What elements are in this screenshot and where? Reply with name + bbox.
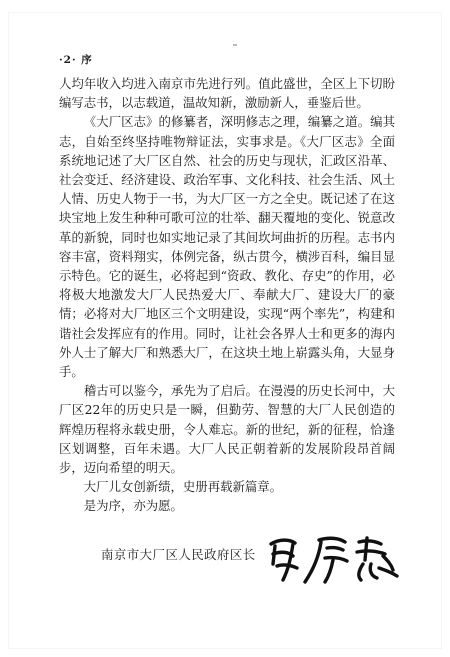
page-header: ·2· 序 xyxy=(59,54,93,66)
paragraph-closing-wish: 是为序，亦为愿。 xyxy=(83,498,183,514)
paragraph-history: 稽古可以鉴今，承先为了启后。在漫漫的历史长河中，大厂区22年的历史只是一瞬，但勤劳、智慧的大厂人民创造的辉煌历程将永载史册，令人难忘。新的世纪，新的征程，恰逢区划调整，百年未遇。大厂人民正朝着新的发展阶段昂首阔步，迈向希望的明天。 xyxy=(59,383,395,476)
paragraph-closing-couplet: 大厂儿女创新绩，史册再载新篇章。 xyxy=(83,479,283,495)
scan-dot xyxy=(233,44,237,46)
paragraph-compilation: 《大厂区志》的修纂者，深明修志之理，编纂之道。编其志，自始至终坚持唯物辩证法，实事求是。《大厂区志》全面系统地记述了大厂区自然、社会的历史与现状，汇政区沿革、社会变迁、经济建设、政治军事、文化科技、社会生活、风土人情、历史人物于一书，为大厂区一方之全史。既记述了在这块宝地上发生种种可歌可泣的壮举、翻天覆地的变化、锐意改革的新貌，同时也如实地记录了其间坎坷曲折的历程。志书内容丰富，资料翔实，体例完备，纵古贯今，横涉百科，编目显示特色。它的诞生，必将起到“资政、教化、存史”的作用，必将极大地激发大厂人民热爱大厂、奉献大厂、建设大厂的豪情；必将对大厂地区三个文明建设，实现“两个率先”，构建和谐社会发挥应有的作用。同时，让社会各界人士和更多的海内外人士了解大厂和熟悉大厂，在这块土地上崭露头角，大显身手。 xyxy=(59,114,395,380)
signature-block xyxy=(101,535,401,595)
preface-body xyxy=(59,74,395,516)
handwritten-signature xyxy=(263,530,403,590)
signatory-title: 南京市大厂区人民政府区长 xyxy=(101,547,256,562)
paragraph-continued: 人均年收入均进入南京市先进行列。值此盛世，全区上下切盼编写志书，以志载道，温故知新，激励新人，垂鉴后世。 xyxy=(59,76,395,111)
